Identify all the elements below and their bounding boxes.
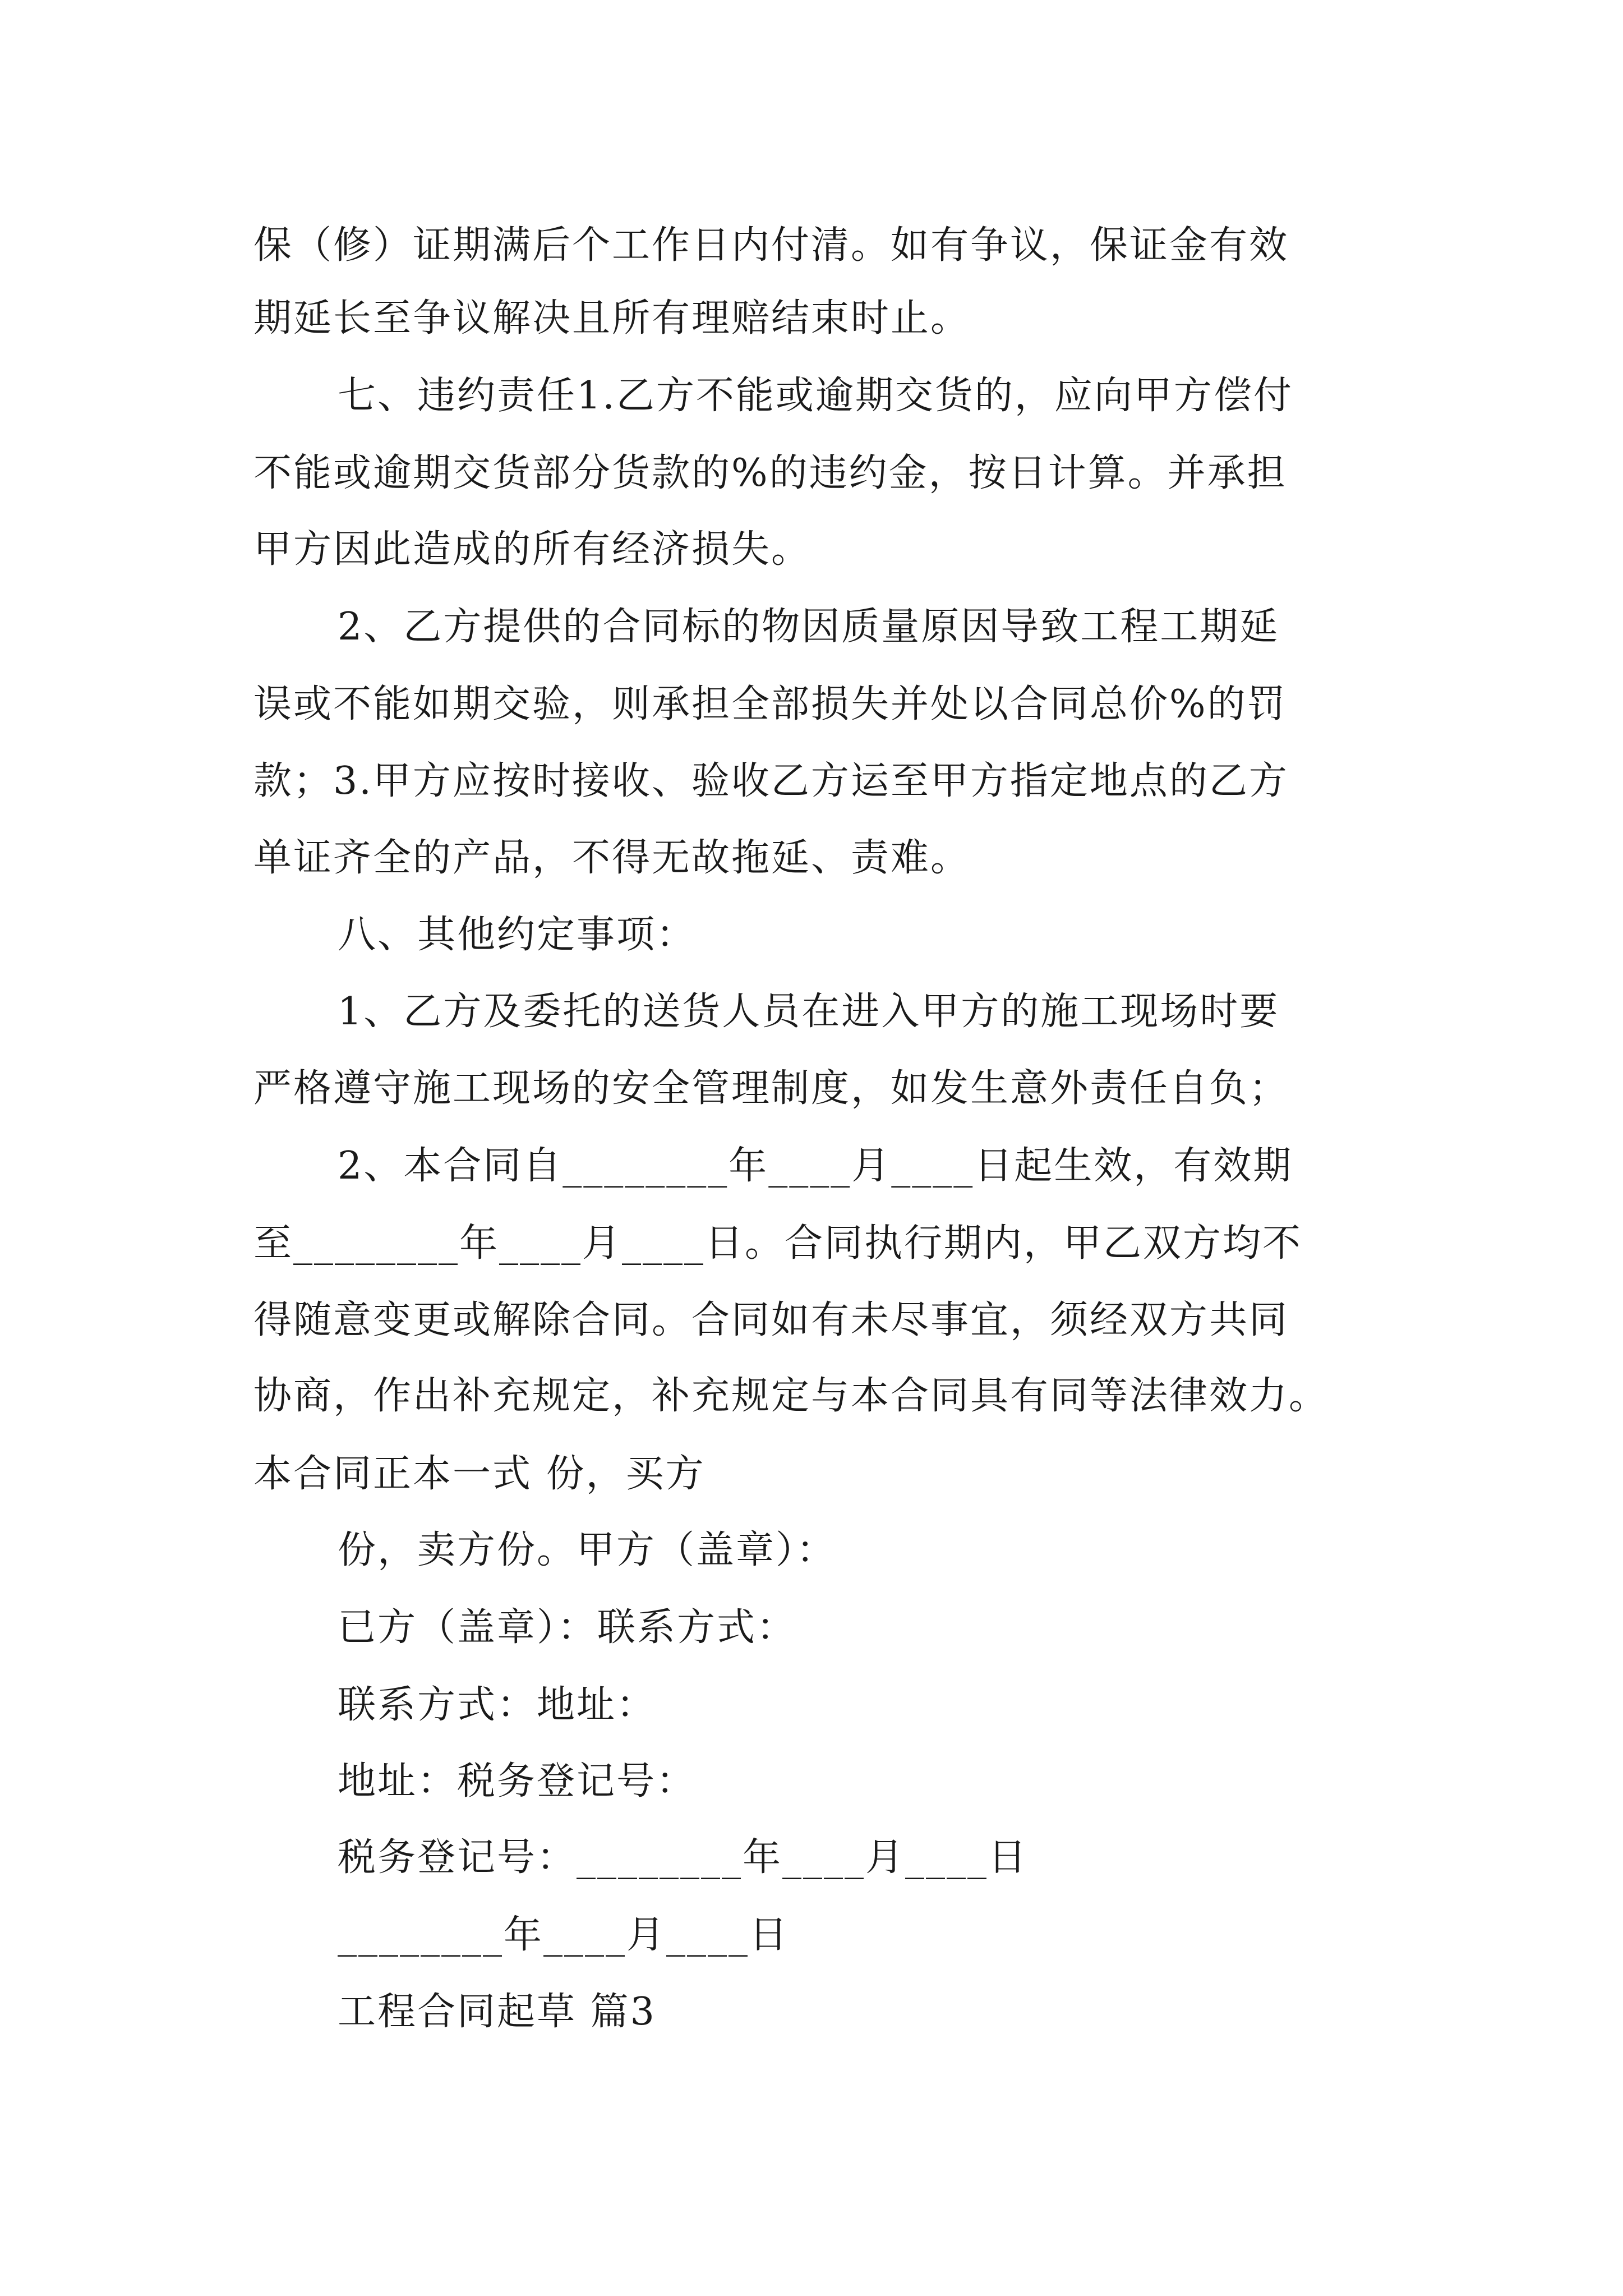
text-line: 单证齐全的产品，不得无故拖延、责难。: [253, 836, 971, 880]
text-line: 甲方因此造成的所有经济损失。: [253, 527, 811, 572]
text-line: 本合同正本一式 份，买方: [253, 1452, 706, 1496]
text-line: 期延长至争议解决且所有理赔结束时止。: [253, 296, 971, 341]
text-line: 得随意变更或解除合同。合同如有未尽事宜，须经双方共同: [253, 1298, 1289, 1342]
text-line: 工程合同起草 篇3: [338, 1990, 656, 2034]
text-line: 七、违约责任1.乙方不能或逾期交货的，应向甲方偿付: [338, 374, 1293, 418]
text-line: 至________年____月____日。合同执行期内，甲乙双方均不: [253, 1221, 1303, 1266]
text-line: 不能或逾期交货部分货款的%的违约金，按日计算。并承担: [253, 451, 1287, 495]
text-line: 严格遵守施工现场的安全管理制度，如发生意外责任自负；: [253, 1066, 1289, 1111]
text-line: 款；3.甲方应按时接收、验收乙方运至甲方指定地点的乙方: [253, 759, 1289, 803]
text-line: 地址：税务登记号：: [338, 1759, 697, 1803]
text-line: 份，卖方份。甲方（盖章）：: [338, 1528, 837, 1572]
text-line: 2、乙方提供的合同标的物因质量原因导致工程工期延: [338, 605, 1280, 649]
text-line: 协商，作出补充规定，补充规定与本合同具有同等法律效力。: [253, 1374, 1329, 1418]
text-line: 误或不能如期交验，则承担全部损失并处以合同总价%的罚: [253, 682, 1287, 726]
text-line: 2、本合同自________年____月____日起生效，有效期: [338, 1144, 1293, 1188]
text-line: ________年____月____日: [338, 1913, 790, 1957]
text-line: 联系方式：地址：: [338, 1683, 657, 1727]
text-line: 保（修）证期满后个工作日内付清。如有争议，保证金有效: [253, 223, 1289, 268]
text-line: 已方（盖章）：联系方式：: [338, 1605, 797, 1650]
text-line: 八、其他约定事项：: [338, 913, 697, 957]
text-line: 1、乙方及委托的送货人员在进入甲方的施工现场时要: [338, 990, 1280, 1034]
text-line: 税务登记号：________年____月____日: [338, 1835, 1029, 1880]
